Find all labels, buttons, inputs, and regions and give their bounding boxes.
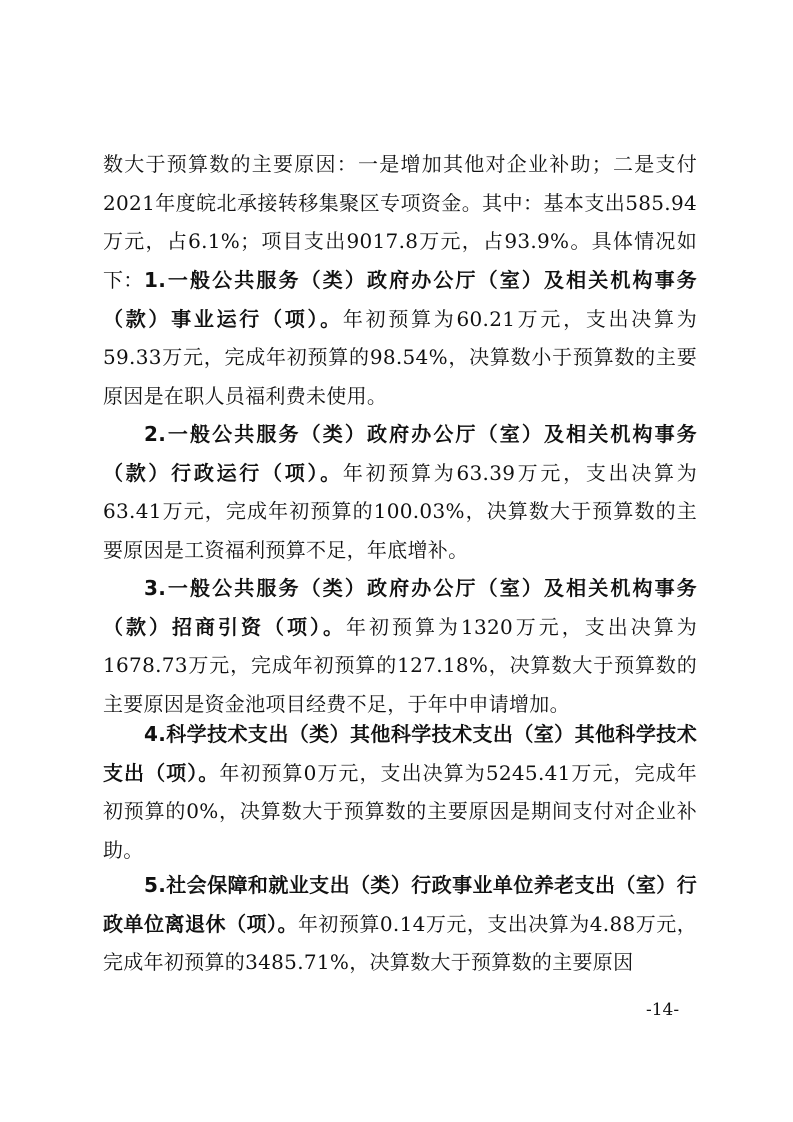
item-2-heading: 2.一般公共服务（类）政府办公厅（室）及相关机构事务（款）行政运行（项）。 <box>103 422 697 485</box>
item-4-heading: 4.科学技术支出（类）其他科学技术支出（室）其他科学技术支出（项）。 <box>103 722 697 785</box>
item-3-body: 年初预算为1320万元，支出决算为1678.73万元，完成年初预算的127.18%，决算数大于预算数的主要原因是资金池项目经费不足，于年中申请增加。 <box>103 614 697 716</box>
item-1-paragraph <box>103 261 697 415</box>
item-1-body: 年初预算为60.21万元，支出决算为59.33万元，完成年初预算的98.54%，决算数小于预算数的主要原因是在职人员福利费未使用。 <box>103 306 697 408</box>
item-5-body: 年初预算0.14万元，支出决算为4.88万元，完成年初预算的3485.71%，决算数大于预算数的主要原因 <box>103 911 697 974</box>
item-4-body: 年初预算0万元，支出决算为5245.41万元，完成年初预算的0%，决算数大于预算数的主要原因是期间支付对企业补助。 <box>103 760 697 862</box>
intro-paragraph: 数大于预算数的主要原因：一是增加其他对企业补助；二是支付2021年度皖北承接转移集聚区专项资金。其中：基本支出585.94万元，占6.1%；项目支出9017.8万元，占93.9%。具体情况如下： <box>103 152 697 292</box>
item-4-paragraph <box>103 715 697 869</box>
item-5-paragraph <box>103 866 697 982</box>
item-2-body: 年初预算为63.39万元，支出决算为63.41万元，完成年初预算的100.03%，决算数大于预算数的主要原因是工资福利预算不足，年底增补。 <box>103 460 697 562</box>
item-2-paragraph <box>103 415 697 569</box>
item-3-heading: 3.一般公共服务（类）政府办公厅（室）及相关机构事务（款）招商引资（项）。 <box>103 576 697 639</box>
item-5-heading: 5.社会保障和就业支出（类）行政事业单位养老支出（室）行政单位离退休（项）。 <box>103 873 697 936</box>
page-number: -14- <box>646 1000 680 1020</box>
item-1-heading: 1.一般公共服务（类）政府办公厅（室）及相关机构事务（款）事业运行（项）。 <box>103 268 697 331</box>
item-3-paragraph <box>103 569 697 723</box>
